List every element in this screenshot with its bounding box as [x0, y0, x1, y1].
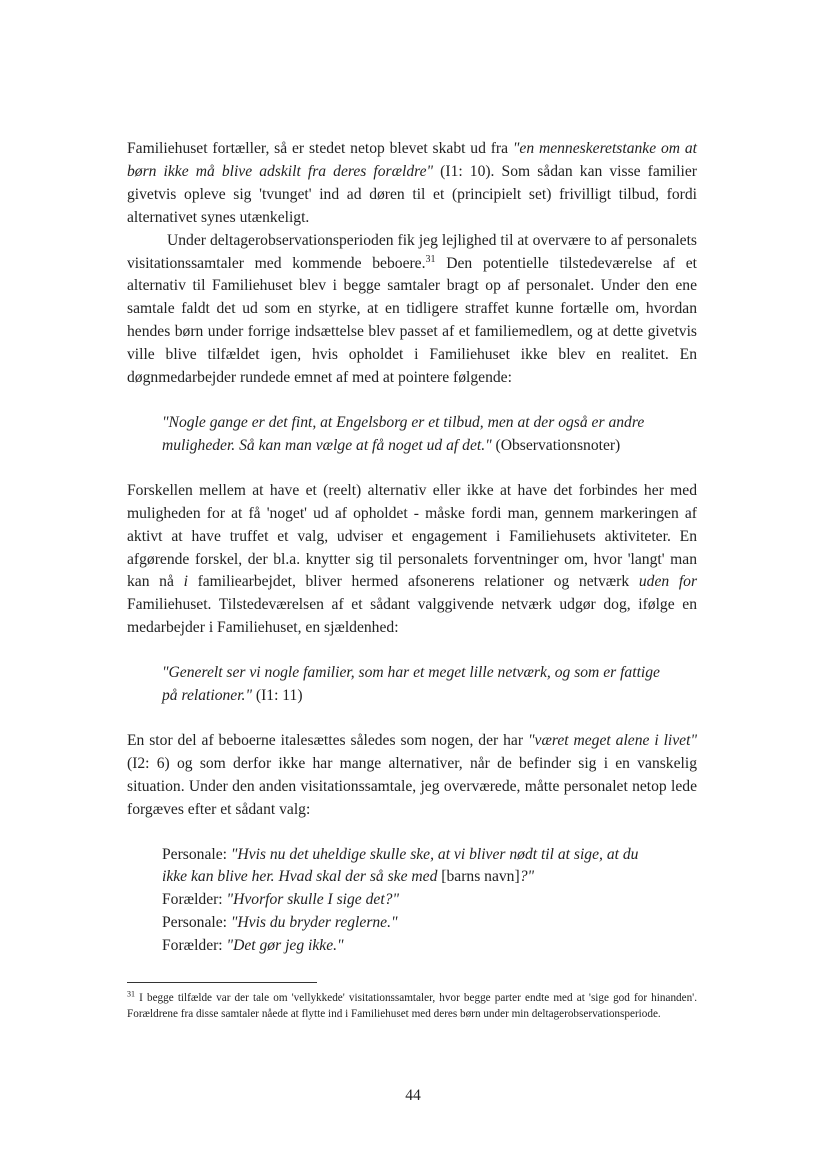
- speaker: Forælder:: [162, 937, 227, 955]
- italic-word: uden for: [638, 573, 698, 591]
- block-quote-1: [162, 412, 661, 458]
- quote-text: "Generelt ser vi nogle familier, som har et meget lille netværk, og som er fattige på relationer.": [162, 664, 660, 705]
- paragraph-3: [127, 480, 697, 640]
- utterance: "Hvis nu det uheldige skulle ske, at vi bliver nødt til at sige, at du ikke kan blive her. Hvad skal der så ske med: [162, 845, 639, 886]
- footnote-divider: [127, 982, 317, 983]
- text-run: En stor del af beboerne italesættes således som nogen, der har: [127, 731, 528, 749]
- footnote-text: I begge tilfælde var der tale om 'vellykkede' visitationssamtaler, hvor begge parter endte med at 'sige god for hinanden'. Forældrene fra disse samtaler nåede at flytte ind i Familiehuset med deres børn under min deltagerobservationsperiode.: [127, 992, 697, 1021]
- text-run: Under deltagerobservationsperioden fik jeg lejlighed til at overvære to af personalets visitationssamtaler med kommende beboere.: [127, 231, 697, 272]
- dialogue-line-4: [162, 935, 697, 958]
- utterance: "Hvorfor skulle I sige det?": [226, 891, 400, 909]
- block-quote-2: [162, 662, 661, 708]
- italic-quote: "været meget alene i livet": [527, 731, 697, 749]
- text-run: (I2: 6) og som derfor ikke har mange alternativer, når de befinder sig i en vanskelig situation. Under den anden visitationssamtale, jeg overværede, måtte personalet netop lede forgæves efter et sådant valg:: [127, 754, 697, 818]
- text-run: Forskellen mellem at have et (reelt) alternativ eller ikke at have det forbindes her med muligheden for at få 'noget' ud af opholdet - måske fordi man, gennem markeringen af aktivt at have truffet et valg, udviser et engagement i Familiehusets aktiviteter. En afgørende forskel, der bl.a. knytter sig til personalets forventninger om, hvor 'langt' man kan nå: [127, 481, 697, 591]
- dialogue-block: [162, 844, 697, 959]
- quote-text: "Nogle gange er det fint, at Engelsborg er et tilbud, men at der også er andre muligheder. Så kan man vælge at få noget ud af det.": [162, 413, 645, 454]
- italic-quote: "en menneskeretstanke om at børn ikke må blive adskilt fra deres forældre": [127, 140, 697, 180]
- text-run: familiearbejdet, bliver hermed afsonerens relationer og netværk: [187, 573, 639, 591]
- placeholder-note: [barns navn]: [437, 868, 520, 886]
- dialogue-line-2: [162, 889, 697, 912]
- paragraph-1: [127, 138, 697, 230]
- paragraph-2: [127, 230, 697, 390]
- utterance: "Det gør jeg ikke.": [226, 937, 344, 955]
- speaker: Personale:: [162, 914, 231, 932]
- utterance: "Hvis du bryder reglerne.": [230, 914, 398, 932]
- quote-source: (I1: 11): [252, 687, 303, 705]
- speaker: Personale:: [162, 845, 231, 863]
- text-run: Familiehuset. Tilstedeværelsen af et sådant valggivende netværk udgør dog, ifølge en medarbejder i Familiehuset, en sjældenhed:: [127, 596, 697, 637]
- dialogue-line-1: [162, 844, 661, 890]
- utterance: ?": [519, 868, 535, 886]
- page-number: 44: [405, 1087, 421, 1104]
- quote-source: (Observationsnoter): [491, 436, 621, 454]
- text-run: (I1: 10). Som sådan kan visse familier givetvis opleve sig 'tvunget' ind ad døren til et (principielt set) frivilligt tilbud, fordi alternativet synes utænkeligt.: [127, 162, 697, 226]
- footnote: [127, 990, 697, 1023]
- italic-word: i: [183, 573, 188, 591]
- paragraph-4: [127, 730, 697, 822]
- text-run: Familiehuset fortæller, så er stedet netop blevet skabt ud fra: [127, 140, 513, 157]
- footnote-ref: 31: [425, 253, 436, 265]
- body-text: [127, 138, 697, 958]
- speaker: Forælder:: [162, 891, 227, 909]
- text-run: Den potentielle tilstedeværelse af et alternativ til Familiehuset blev i begge samtaler bragt op af personalet. Under den ene samtale faldt det ud som en styrke, at en tidligere straffet kunne fortælle om, hvordan hendes børn under forrige indsættelse blev passet af et familiemedlem, og at dette givetvis ville blive tilfældet igen, hvis opholdet i Familiehuset ikke blev en realitet. En døgnmedarbejder rundede emnet af med at pointere følgende:: [127, 254, 698, 387]
- footnote-number: 31: [127, 989, 135, 999]
- dialogue-line-3: [162, 912, 697, 935]
